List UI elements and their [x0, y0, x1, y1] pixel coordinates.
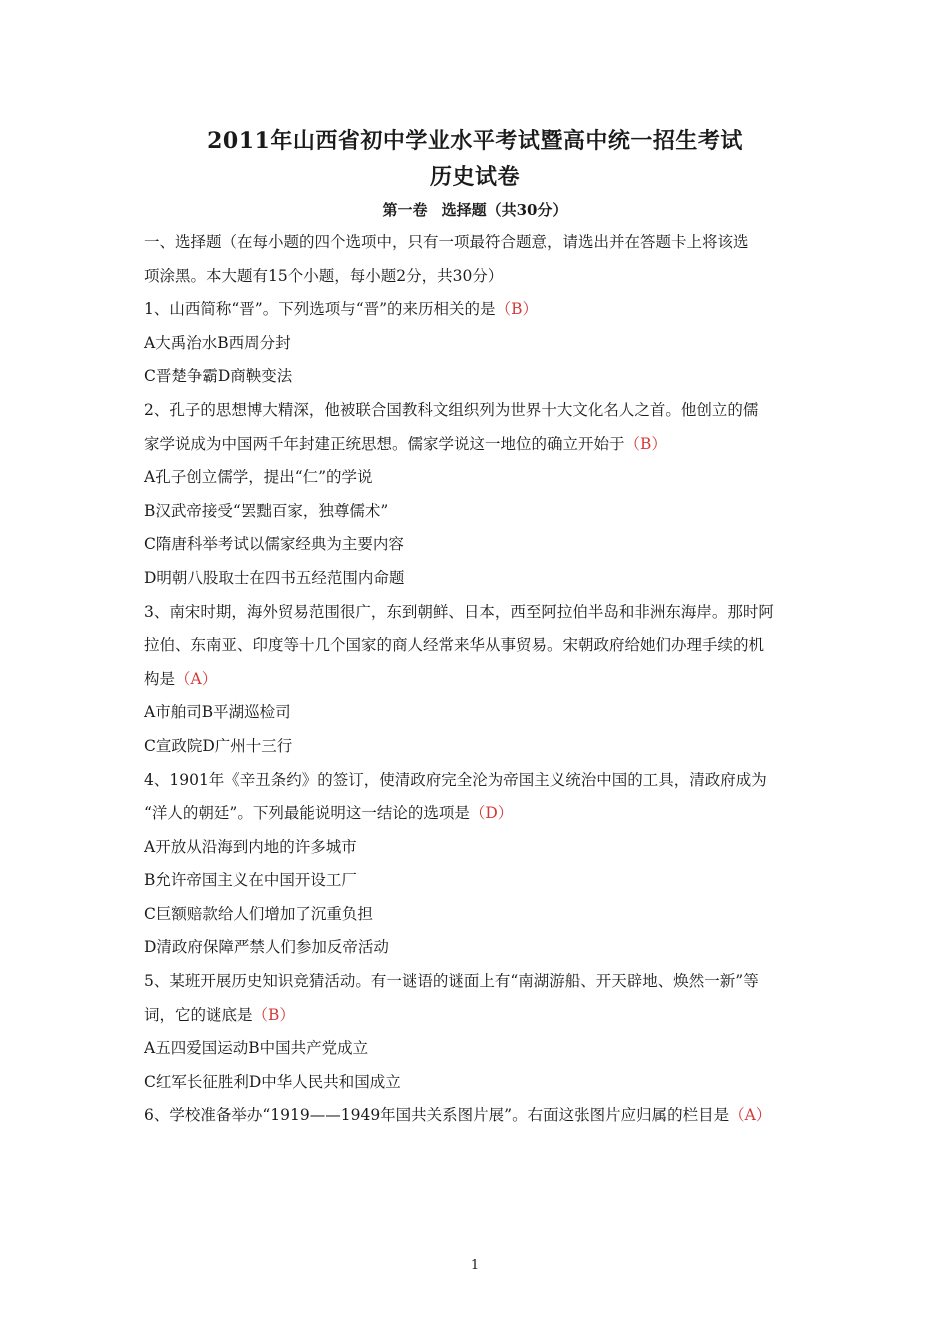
question-option: B汉武帝接受“罢黜百家，独尊儒术” — [144, 501, 389, 520]
question-stem: 家学说成为中国两千年封建正统思想。儒家学说这一地位的确立开始于 — [144, 434, 625, 453]
question-option: A孔子创立儒学，提出“仁”的学说 — [144, 468, 373, 487]
question-stem-line — [144, 965, 814, 999]
exam-subtitle: 历史试卷 — [429, 164, 520, 190]
question-answer: （D） — [469, 804, 514, 823]
instruction-text: 一、选择题（在每小题的四个选项中，只有一项最符合题意，请选出并在答题卡上将该选 — [144, 233, 749, 251]
question-answer: （B） — [252, 1005, 295, 1024]
option-line — [144, 730, 814, 764]
option-line — [144, 931, 814, 965]
option-line — [144, 898, 814, 932]
question-answer: （A） — [175, 669, 218, 688]
question-stem: 2、孔子的思想博大精深，他被联合国教科文组织列为世界十大文化名人之首。他创立的儒 — [144, 400, 759, 419]
question-option: C隋唐科举考试以儒家经典为主要内容 — [144, 535, 404, 554]
exam-body — [144, 226, 814, 1133]
question-stem: 拉伯、东南亚、印度等十几个国家的商人经常来华从事贸易。宋朝政府给她们办理手续的机 — [144, 636, 765, 655]
instruction-text: 项涂黑。本大题有15个小题，每小题2分，共30分） — [144, 266, 504, 285]
instruction-line — [144, 226, 814, 260]
page-number: 1 — [470, 1258, 480, 1273]
question-option: A五四爱国运动B中国共产党成立 — [144, 1039, 369, 1058]
exam-title: 2011年山西省初中学业水平考试暨高中统一招生考试 — [207, 128, 743, 154]
question-stem: 1、山西简称“晋”。下列选项与“晋”的来历相关的是 — [144, 300, 496, 319]
section-name: 选择题（共30分） — [441, 201, 568, 219]
question-option: A大禹治水B西周分封 — [144, 333, 291, 352]
question-stem-line — [144, 596, 814, 630]
question-stem-line — [144, 428, 814, 462]
question-stem: 6、学校准备举办“1919——1949年国共关系图片展”。右面这张图片应归属的栏目是 — [144, 1106, 730, 1125]
question-answer: （A） — [729, 1106, 772, 1125]
question-stem-line — [144, 293, 814, 327]
question-stem-line — [144, 1099, 814, 1133]
question-stem-line — [144, 999, 814, 1033]
option-line — [144, 696, 814, 730]
instruction-line — [144, 260, 814, 294]
question-answer: （B） — [624, 434, 667, 453]
section-part: 第一卷 — [382, 201, 428, 219]
option-line — [144, 1032, 814, 1066]
option-line — [144, 831, 814, 865]
question-stem-line — [144, 629, 814, 663]
option-line — [144, 864, 814, 898]
question-stem: 3、南宋时期，海外贸易范围很广，东到朝鲜、日本，西至阿拉伯半岛和非洲东海岸。那时阿 — [144, 602, 774, 621]
option-line — [144, 495, 814, 529]
question-stem: “洋人的朝廷”。下列最能说明这一结论的选项是 — [144, 804, 470, 823]
option-line — [144, 562, 814, 596]
question-stem-line — [144, 394, 814, 428]
question-option: D明朝八股取士在四书五经范围内命题 — [144, 568, 405, 587]
question-stem: 构是 — [144, 669, 176, 688]
option-line — [144, 1066, 814, 1100]
question-option: A开放从沿海到内地的许多城市 — [144, 837, 357, 856]
section-heading — [0, 199, 950, 220]
option-line — [144, 461, 814, 495]
question-option: D清政府保障严禁人们参加反帝活动 — [144, 938, 389, 957]
option-line — [144, 360, 814, 394]
question-option: C宣政院D广州十三行 — [144, 736, 293, 755]
question-option: B允许帝国主义在中国开设工厂 — [144, 871, 357, 890]
option-line — [144, 327, 814, 361]
question-stem-line — [144, 764, 814, 798]
question-stem: 词，它的谜底是 — [144, 1005, 253, 1024]
question-option: C晋楚争霸D商鞅变法 — [144, 367, 293, 386]
option-line — [144, 528, 814, 562]
question-stem-line — [144, 663, 814, 697]
question-option: C巨额赔款给人们增加了沉重负担 — [144, 904, 373, 923]
question-answer: （B） — [495, 300, 538, 319]
question-stem: 4、1901年《辛丑条约》的签订，使清政府完全沦为帝国主义统治中国的工具，清政府成为 — [144, 770, 767, 789]
question-option: C红军长征胜利D中华人民共和国成立 — [144, 1072, 401, 1091]
question-option: A市舶司B平湖巡检司 — [144, 703, 291, 722]
question-stem: 5、某班开展历史知识竞猜活动。有一谜语的谜面上有“南湖游船、开天辟地、焕然一新”等 — [144, 972, 759, 991]
question-stem-line — [144, 797, 814, 831]
